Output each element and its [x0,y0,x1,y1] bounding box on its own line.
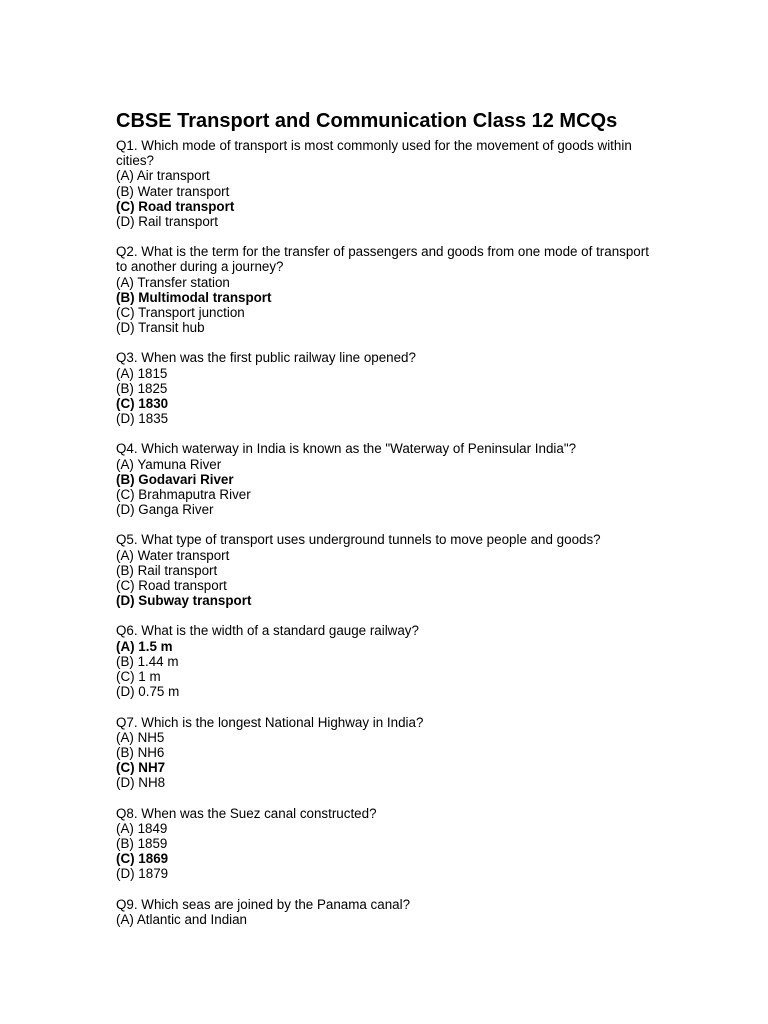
option-c: (C) Transport junction [116,305,245,321]
option-a: (A) Yamuna River [116,456,222,472]
option-c: (C) 1 m [116,669,161,685]
document-page [116,108,656,942]
option-a-answer: (A) 1.5 m [116,638,173,654]
option-a: (A) Transfer station [116,274,230,290]
question-8 [116,806,656,882]
option-c-answer: (C) NH7 [116,760,166,776]
option-b-answer: (B) Godavari River [116,471,234,487]
option-d: (D) Rail transport [116,214,218,230]
question-text: Q6. What is the width of a standard gauge railway? [116,623,419,639]
option-c: (C) Road transport [116,578,227,594]
question-7 [116,715,656,791]
option-c-answer: (C) 1869 [116,851,169,867]
question-text: Q1. Which mode of transport is most commonly used for the movement of goods within cities? [116,138,632,169]
option-d: (D) Ganga River [116,502,214,518]
option-b: (B) Water transport [116,183,230,199]
option-d-answer: (D) Subway transport [116,593,252,609]
question-text: Q4. Which waterway in India is known as the "Waterway of Peninsular India"? [116,441,577,457]
option-b: (B) 1.44 m [116,653,179,669]
option-a: (A) 1849 [116,820,168,836]
question-2 [116,244,656,335]
option-d: (D) 1879 [116,866,169,882]
option-c-answer: (C) Road transport [116,198,235,214]
question-9 [116,897,656,927]
question-text: Q9. Which seas are joined by the Panama canal? [116,896,411,912]
question-4 [116,441,656,517]
option-a: (A) 1815 [116,365,168,381]
option-a: (A) NH5 [116,729,165,745]
question-text: Q8. When was the Suez canal constructed? [116,805,377,821]
page-title: CBSE Transport and Communication Class 12 MCQs [116,110,618,132]
option-b-answer: (B) Multimodal transport [116,289,272,305]
option-a: (A) Air transport [116,168,210,184]
option-b: (B) 1825 [116,380,168,396]
question-text: Q5. What type of transport uses underground tunnels to move people and goods? [116,532,601,548]
option-d: (D) Transit hub [116,320,205,336]
option-d: (D) 1835 [116,411,169,427]
option-b: (B) NH6 [116,744,165,760]
question-text: Q2. What is the term for the transfer of passengers and goods from one mode of transport to another during a journey? [116,244,649,275]
option-b: (B) Rail transport [116,562,218,578]
option-b: (B) 1859 [116,835,168,851]
option-a: (A) Atlantic and Indian [116,911,248,927]
question-5 [116,532,656,608]
question-6 [116,623,656,699]
question-1 [116,138,656,229]
question-text: Q7. Which is the longest National Highway in India? [116,714,424,730]
option-d: (D) 0.75 m [116,684,180,700]
question-3 [116,350,656,426]
option-a: (A) Water transport [116,547,230,563]
option-c-answer: (C) 1830 [116,396,169,412]
question-text: Q3. When was the first public railway line opened? [116,350,416,366]
option-d: (D) NH8 [116,775,166,791]
option-c: (C) Brahmaputra River [116,487,251,503]
